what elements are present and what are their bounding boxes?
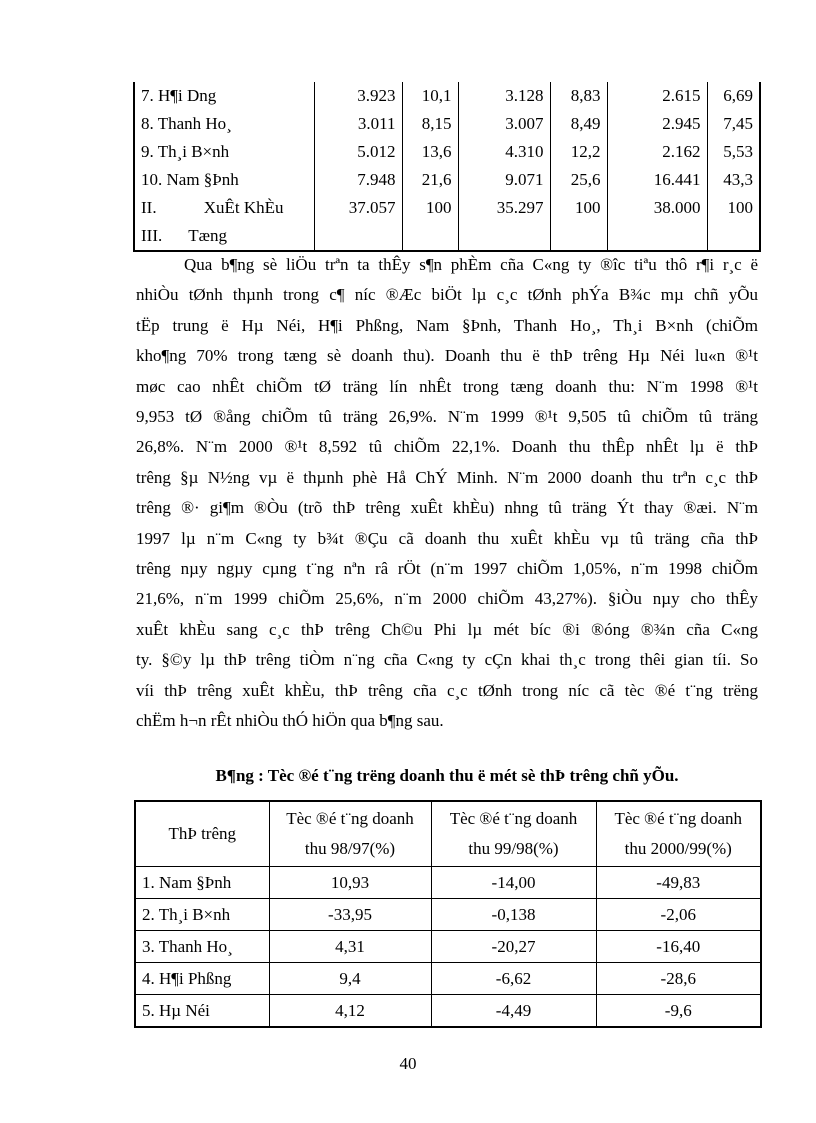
revenue-value: 4.310 — [458, 138, 550, 166]
share-value — [550, 222, 607, 251]
roman-numeral: III. — [141, 226, 163, 245]
paragraph-line: víi thÞ trêng xuÊt khÈu, thÞ trêng cña c¸c tØnh trong níc cã tèc ®é t¨ng trëng — [136, 680, 758, 700]
roman-numeral: II. — [141, 198, 157, 217]
growth-value: -28,6 — [596, 963, 761, 995]
market-name: 1. Nam §Þnh — [135, 867, 269, 899]
share-value: 6,69 — [707, 82, 760, 110]
revenue-value — [314, 222, 402, 251]
table-header-row — [135, 801, 761, 867]
revenue-value: 3.007 — [458, 110, 550, 138]
growth-value: 10,93 — [269, 867, 431, 899]
share-value: 10,1 — [402, 82, 458, 110]
paragraph-line: trêng nµy ngµy cµng t¨ng nªn râ rÖt (n¨m 1997 chiÕm 1,05%, n¨m 1998 chiÕm — [136, 559, 758, 579]
market-header: ThÞ trêng — [135, 801, 269, 867]
revenue-value: 3.011 — [314, 110, 402, 138]
market-name: 2. Th¸i B×nh — [135, 899, 269, 931]
region-label: 7. H¶i Dng — [134, 82, 314, 110]
share-value: 8,49 — [550, 110, 607, 138]
revenue-value: 3.923 — [314, 82, 402, 110]
table-row — [135, 867, 761, 899]
growth-value: -4,49 — [431, 995, 596, 1028]
paragraph-line: 26,8%. N¨m 2000 ®¹t 8,592 tû chiÕm 22,1%. Doanh thu thÊp nhÊt lµ ë thÞ — [136, 437, 758, 457]
share-value: 13,6 — [402, 138, 458, 166]
table-row — [135, 963, 761, 995]
table-row — [134, 194, 760, 222]
table-row — [134, 82, 760, 110]
growth-99-98-header: Tèc ®é t¨ng doanh thu 99/98(%) — [431, 801, 596, 867]
growth-value: -33,95 — [269, 899, 431, 931]
paragraph-line: møc cao nhÊt chiÕm tØ träng lín nhÊt trong tæng doanh thu: N¨m 1998 ®¹t — [136, 376, 758, 396]
share-value: 8,15 — [402, 110, 458, 138]
paragraph-line: kho¶ng 70% trong tæng sè doanh thu). Doanh thu ë thÞ trêng Hµ Néi lu«n ®¹t — [136, 346, 758, 366]
region-label: 10. Nam §Þnh — [134, 166, 314, 194]
share-value: 21,6 — [402, 166, 458, 194]
revenue-value: 16.441 — [607, 166, 707, 194]
share-value: 43,3 — [707, 166, 760, 194]
revenue-value — [458, 222, 550, 251]
revenue-value: 2.945 — [607, 110, 707, 138]
body-paragraph — [136, 250, 758, 737]
revenue-value: 7.948 — [314, 166, 402, 194]
share-value: 100 — [402, 194, 458, 222]
share-value: 5,53 — [707, 138, 760, 166]
growth-value: -16,40 — [596, 931, 761, 963]
share-value: 100 — [707, 194, 760, 222]
growth-rate-table — [134, 800, 762, 1028]
paragraph-line: 21,6%, n¨m 1999 chiÕm 25,6%, n¨m 2000 chiÕm 43,27%). §iÒu nµy cho thÊy — [136, 589, 758, 609]
growth-value: 9,4 — [269, 963, 431, 995]
share-value: 100 — [550, 194, 607, 222]
paragraph-line: ty. §©y lµ thÞ trêng tiÒm n¨ng cña C«ng ty cÇn khai th¸c trong thêi gian tíi. So — [136, 650, 758, 670]
paragraph-line: trêng §µ N½ng vµ ë thµnh phè Hå ChÝ Minh. N¨m 2000 doanh thu trªn c¸c thÞ — [136, 467, 758, 487]
table-row — [135, 899, 761, 931]
revenue-value: 2.615 — [607, 82, 707, 110]
table-caption: B¶ng : Tèc ®é t¨ng trëng doanh thu ë mét sè thÞ trêng chñ yÕu. — [215, 766, 679, 785]
label-text: XuÊt KhÈu — [203, 198, 284, 217]
paragraph-line: Qua b¶ng sè liÖu trªn ta thÊy s¶n phÈm cña C«ng ty ®îc tiªu thô r¶i r¸c ë — [184, 255, 758, 274]
paragraph-line: chËm h¬n rÊt nhiÒu thÓ hiÖn qua b¶ng sau. — [136, 711, 444, 731]
paragraph-line: 1997 lµ n¨m C«ng ty b¾t ®Çu cã doanh thu xuÊt khÈu vµ tû träng cña thÞ — [136, 528, 758, 548]
market-name: 3. Thanh Ho¸ — [135, 931, 269, 963]
region-label: 9. Th¸i B×nh — [134, 138, 314, 166]
growth-2000-99-header: Tèc ®é t¨ng doanh thu 2000/99(%) — [596, 801, 761, 867]
paragraph-line: xuÊt khÈu sang c¸c thÞ trêng Ch©u Phi lµ mét bíc ®i ®óng ®¾n cña C«ng — [136, 619, 758, 639]
share-value: 8,83 — [550, 82, 607, 110]
revenue-value: 3.128 — [458, 82, 550, 110]
paragraph-line: tËp trung ë Hµ Néi, H¶i Phßng, Nam §Þnh, Thanh Ho¸, Th¸i B×nh (chiÕm — [136, 315, 758, 335]
paragraph-line: 9,953 tØ ®ång chiÕm tû träng 26,9%. N¨m 1999 ®¹t 9,505 tû chiÕm tû träng — [136, 407, 758, 427]
growth-value: -49,83 — [596, 867, 761, 899]
growth-value: -2,06 — [596, 899, 761, 931]
page-number: 40 — [399, 1054, 417, 1073]
growth-value: 4,12 — [269, 995, 431, 1028]
revenue-value: 35.297 — [458, 194, 550, 222]
revenue-value — [607, 222, 707, 251]
revenue-value: 9.071 — [458, 166, 550, 194]
share-value — [402, 222, 458, 251]
market-name: 5. Hµ Néi — [135, 995, 269, 1028]
table-row — [134, 222, 760, 251]
growth-value: -14,00 — [431, 867, 596, 899]
label-text: Tæng — [188, 226, 227, 245]
table-row — [135, 995, 761, 1028]
growth-value: 4,31 — [269, 931, 431, 963]
growth-value: -9,6 — [596, 995, 761, 1028]
paragraph-line: trêng ®· gi¶m ®Òu (trõ thÞ trêng xuÊt khÈu) nhng tû träng Ýt thay ®æi. N¨m — [136, 498, 758, 518]
share-value: 25,6 — [550, 166, 607, 194]
revenue-value: 2.162 — [607, 138, 707, 166]
region-label — [134, 194, 314, 222]
revenue-value: 38.000 — [607, 194, 707, 222]
table-row — [135, 931, 761, 963]
region-label — [134, 222, 314, 251]
growth-value: -0,138 — [431, 899, 596, 931]
table-row — [134, 138, 760, 166]
revenue-value: 37.057 — [314, 194, 402, 222]
table-row — [134, 110, 760, 138]
paragraph-line: nhiÒu tØnh thµnh trong c¶ níc ®Æc biÖt lµ c¸c tØnh phÝa B¾c mµ chñ yÕu — [136, 285, 758, 305]
market-name: 4. H¶i Phßng — [135, 963, 269, 995]
growth-98-97-header: Tèc ®é t¨ng doanh thu 98/97(%) — [269, 801, 431, 867]
share-value — [707, 222, 760, 251]
region-label: 8. Thanh Ho¸ — [134, 110, 314, 138]
growth-value: -6,62 — [431, 963, 596, 995]
share-value: 7,45 — [707, 110, 760, 138]
growth-value: -20,27 — [431, 931, 596, 963]
share-value: 12,2 — [550, 138, 607, 166]
revenue-table-continuation — [133, 82, 761, 252]
revenue-value: 5.012 — [314, 138, 402, 166]
table-row — [134, 166, 760, 194]
